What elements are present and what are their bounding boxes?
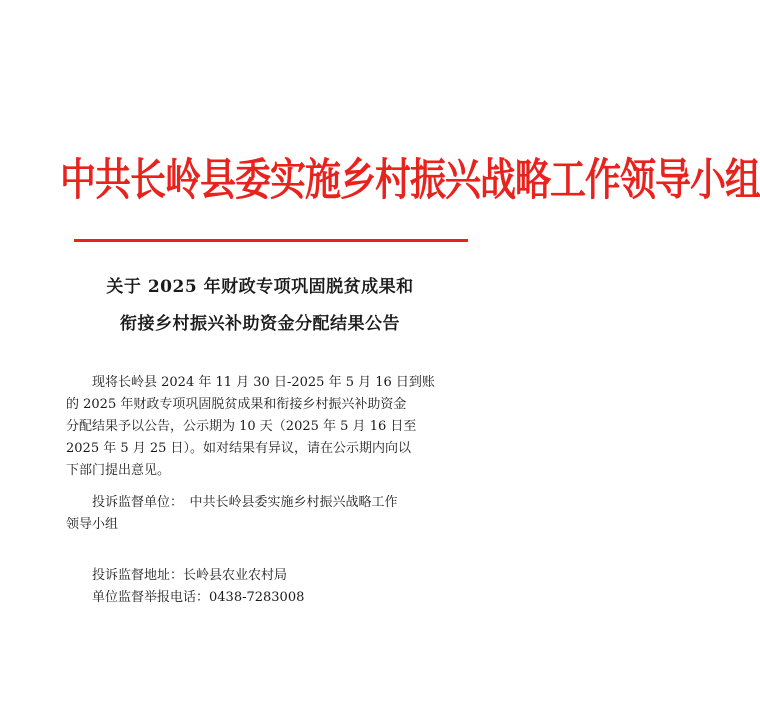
notice-title-line-2: 衔接乡村振兴补助资金分配结果公告	[120, 314, 400, 334]
paragraph-line: 现将长岭县 2024 年 11 月 30 日-2025 年 5 月 16 日到账	[92, 375, 435, 390]
supervision-contact	[66, 565, 450, 609]
red-header-org-name: 中共长岭县委实施乡村振兴战略工作领导小组	[60, 154, 760, 206]
paragraph-line: 下部门提出意见。	[66, 463, 171, 478]
notice-title-line-1: 关于 2025 年财政专项巩固脱贫成果和	[106, 277, 414, 297]
supervision-address: 投诉监督地址：长岭县农业农村局	[92, 568, 288, 583]
supervision-unit-line: 领导小组	[66, 517, 119, 532]
notice-paragraph-1	[66, 372, 450, 482]
red-divider-line	[74, 239, 468, 242]
paragraph-line: 的 2025 年财政专项巩固脱贫成果和衔接乡村振兴补助资金	[66, 397, 407, 412]
paragraph-line: 2025 年 5 月 25 日）。如对结果有异议，请在公示期内向以	[66, 441, 412, 456]
report-phone: 单位监督举报电话：0438-7283008	[92, 590, 305, 605]
paragraph-line: 分配结果予以公告，公示期为 10 天（2025 年 5 月 16 日至	[66, 419, 417, 434]
supervision-unit-line: 投诉监督单位： 中共长岭县委实施乡村振兴战略工作	[92, 495, 398, 510]
supervision-unit	[66, 492, 450, 536]
